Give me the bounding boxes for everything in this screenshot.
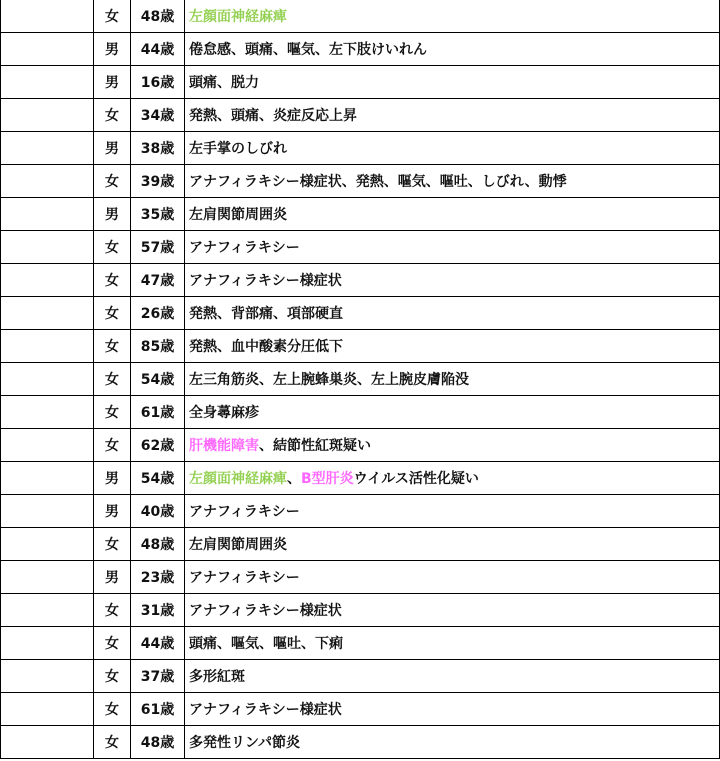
table-body: [1, 0, 720, 759]
age-cell: 26歳: [131, 297, 185, 330]
age-cell: 62歳: [131, 429, 185, 462]
sex-cell: 男: [94, 462, 131, 495]
age-cell: 48歳: [131, 528, 185, 561]
symptoms-cell: [185, 99, 720, 132]
sex-cell: 女: [94, 165, 131, 198]
symptom-text: 発熱、背部痛、項部硬直: [189, 306, 343, 322]
age-cell: 54歳: [131, 462, 185, 495]
blank-cell: [1, 66, 94, 99]
symptom-text: 頭痛、嘔気、嘔吐、下痢: [189, 636, 343, 652]
age-cell: 23歳: [131, 561, 185, 594]
blank-cell: [1, 132, 94, 165]
symptom-text: 左肩関節周囲炎: [189, 537, 287, 553]
symptoms-cell: [185, 693, 720, 726]
sex-cell: 女: [94, 264, 131, 297]
blank-cell: [1, 396, 94, 429]
symptoms-cell: [185, 627, 720, 660]
blank-cell: [1, 231, 94, 264]
table-row: [1, 726, 720, 759]
symptoms-cell: [185, 66, 720, 99]
symptom-text: 倦怠感、頭痛、嘔気、左下肢けいれん: [189, 42, 427, 58]
sex-cell: 女: [94, 429, 131, 462]
table-row: [1, 561, 720, 594]
age-cell: 44歳: [131, 627, 185, 660]
blank-cell: [1, 297, 94, 330]
blank-cell: [1, 495, 94, 528]
symptom-text: 左手掌のしびれ: [189, 141, 287, 157]
blank-cell: [1, 99, 94, 132]
blank-cell: [1, 726, 94, 759]
symptom-text: アナフィラキシー様症状: [189, 603, 342, 619]
age-cell: 57歳: [131, 231, 185, 264]
table-row: [1, 0, 720, 33]
table-row: [1, 33, 720, 66]
symptom-text: 発熱、頭痛、炎症反応上昇: [189, 108, 357, 124]
age-cell: 31歳: [131, 594, 185, 627]
table-row: [1, 495, 720, 528]
table-row: [1, 231, 720, 264]
symptoms-cell: [185, 132, 720, 165]
sex-cell: 女: [94, 627, 131, 660]
age-cell: 16歳: [131, 66, 185, 99]
table-row: [1, 132, 720, 165]
symptom-text: 、: [287, 471, 301, 487]
blank-cell: [1, 330, 94, 363]
age-cell: 48歳: [131, 726, 185, 759]
symptom-text: アナフィラキシー: [189, 240, 300, 256]
blank-cell: [1, 462, 94, 495]
age-cell: 44歳: [131, 33, 185, 66]
table-row: [1, 594, 720, 627]
symptoms-cell: [185, 495, 720, 528]
symptoms-cell: [185, 297, 720, 330]
symptom-text: 全身蕁麻疹: [189, 405, 259, 421]
table-row: [1, 198, 720, 231]
sex-cell: 男: [94, 561, 131, 594]
age-cell: 35歳: [131, 198, 185, 231]
blank-cell: [1, 33, 94, 66]
table-row: [1, 396, 720, 429]
symptoms-cell: [185, 594, 720, 627]
table-row: [1, 99, 720, 132]
blank-cell: [1, 198, 94, 231]
sex-cell: 女: [94, 330, 131, 363]
symptom-text: 頭痛、脱力: [189, 75, 259, 91]
symptom-text: アナフィラキシー様症状: [189, 702, 342, 718]
symptom-text: アナフィラキシー様症状、発熱、嘔気、嘔吐、しびれ、動悸: [189, 174, 567, 190]
symptom-text: 発熱、血中酸素分圧低下: [189, 339, 343, 355]
age-cell: 85歳: [131, 330, 185, 363]
sex-cell: 女: [94, 0, 131, 33]
blank-cell: [1, 363, 94, 396]
age-cell: 38歳: [131, 132, 185, 165]
symptoms-cell: [185, 231, 720, 264]
table-row: [1, 297, 720, 330]
blank-cell: [1, 627, 94, 660]
table-row: [1, 363, 720, 396]
symptoms-cell: [185, 330, 720, 363]
symptoms-cell: [185, 462, 720, 495]
symptom-text: アナフィラキシー: [189, 570, 300, 586]
blank-cell: [1, 429, 94, 462]
sex-cell: 男: [94, 66, 131, 99]
symptoms-cell: [185, 0, 720, 33]
highlighted-symptom: 左顔面神経麻痺: [189, 471, 287, 487]
age-cell: 48歳: [131, 0, 185, 33]
table-row: [1, 660, 720, 693]
sex-cell: 男: [94, 198, 131, 231]
sex-cell: 男: [94, 132, 131, 165]
sex-cell: 女: [94, 396, 131, 429]
symptoms-cell: [185, 198, 720, 231]
sex-cell: 女: [94, 726, 131, 759]
age-cell: 61歳: [131, 693, 185, 726]
age-cell: 39歳: [131, 165, 185, 198]
symptom-text: 多発性リンパ節炎: [189, 735, 301, 751]
table-row: [1, 429, 720, 462]
sex-cell: 女: [94, 231, 131, 264]
symptom-text: 左三角筋炎、左上腕蜂巣炎、左上腕皮膚陥没: [189, 372, 469, 388]
symptoms-cell: [185, 264, 720, 297]
sex-cell: 女: [94, 99, 131, 132]
blank-cell: [1, 165, 94, 198]
sex-cell: 女: [94, 693, 131, 726]
sex-cell: 女: [94, 594, 131, 627]
table-row: [1, 165, 720, 198]
blank-cell: [1, 693, 94, 726]
blank-cell: [1, 0, 94, 33]
table-row: [1, 330, 720, 363]
sex-cell: 男: [94, 33, 131, 66]
age-cell: 40歳: [131, 495, 185, 528]
highlighted-symptom: 肝機能障害: [189, 438, 259, 454]
blank-cell: [1, 528, 94, 561]
symptom-text: 多形紅斑: [189, 669, 245, 685]
table-row: [1, 528, 720, 561]
blank-cell: [1, 594, 94, 627]
sex-cell: 女: [94, 297, 131, 330]
table-row: [1, 264, 720, 297]
table-row: [1, 462, 720, 495]
table-row: [1, 627, 720, 660]
sex-cell: 男: [94, 495, 131, 528]
age-cell: 37歳: [131, 660, 185, 693]
symptom-text: 左肩関節周囲炎: [189, 207, 287, 223]
symptoms-cell: [185, 726, 720, 759]
highlighted-symptom: B型肝炎: [301, 471, 354, 487]
sex-cell: 女: [94, 363, 131, 396]
age-cell: 61歳: [131, 396, 185, 429]
symptom-text: ウイルス活性化疑い: [353, 471, 479, 487]
symptom-text: 、結節性紅斑疑い: [259, 438, 371, 454]
symptom-text: アナフィラキシー: [189, 504, 300, 520]
symptoms-cell: [185, 396, 720, 429]
symptoms-cell: [185, 561, 720, 594]
age-cell: 47歳: [131, 264, 185, 297]
table-row: [1, 693, 720, 726]
symptoms-cell: [185, 165, 720, 198]
sex-cell: 女: [94, 660, 131, 693]
blank-cell: [1, 264, 94, 297]
sex-cell: 女: [94, 528, 131, 561]
symptoms-cell: [185, 429, 720, 462]
symptoms-cell: [185, 660, 720, 693]
table-row: [1, 66, 720, 99]
symptoms-cell: [185, 33, 720, 66]
symptoms-cell: [185, 363, 720, 396]
blank-cell: [1, 660, 94, 693]
symptom-text: アナフィラキシー様症状: [189, 273, 342, 289]
age-cell: 54歳: [131, 363, 185, 396]
age-cell: 34歳: [131, 99, 185, 132]
symptoms-cell: [185, 528, 720, 561]
blank-cell: [1, 561, 94, 594]
highlighted-symptom: 左顔面神経麻痺: [189, 9, 287, 25]
